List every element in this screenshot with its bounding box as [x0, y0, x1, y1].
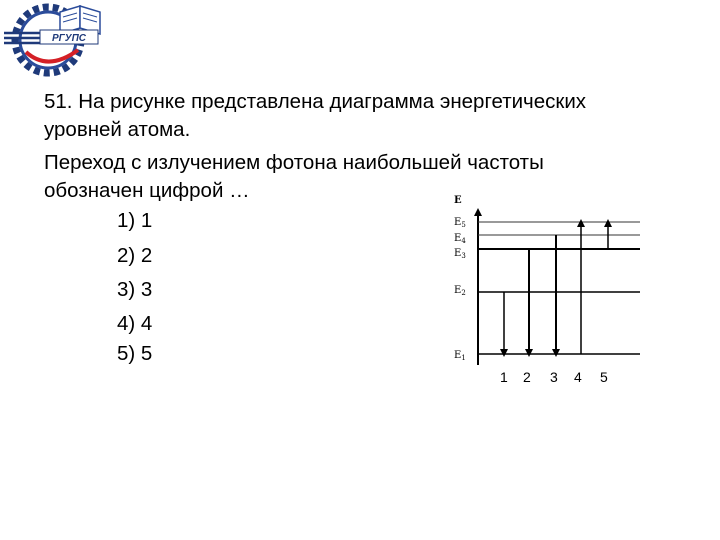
answer-option-2[interactable]: 2) 2 — [117, 244, 153, 267]
energy-axis-label: E — [454, 195, 462, 206]
question-line: Переход с излучением фотона наибольшей частоты — [44, 151, 544, 174]
answer-option-5[interactable]: 5) 5 — [117, 342, 153, 365]
svg-text:E2 — [454, 285, 466, 297]
level-sub: 2 — [461, 289, 466, 297]
svg-text:E5 — [454, 217, 466, 229]
transition-number-1: 1 — [500, 369, 508, 385]
svg-text:E3 — [454, 248, 466, 260]
level-sub: 3 — [461, 252, 466, 260]
answer-option-4[interactable]: 4) 4 — [117, 312, 153, 335]
level-sub: 4 — [461, 237, 466, 245]
question-paragraph-1 — [44, 88, 586, 144]
answer-option-1[interactable]: 1) 1 — [117, 209, 153, 232]
question-line: 51. На рисунке представлена диаграмма энергетических — [44, 90, 587, 113]
level-sub: 1 — [461, 354, 466, 362]
energy-level-4 — [454, 233, 640, 245]
transition-number-3: 3 — [550, 369, 558, 385]
level-label: E — [454, 217, 462, 228]
level-label: E — [454, 350, 462, 361]
question-line: обозначен цифрой … — [44, 179, 250, 202]
logo-text: РГУПС — [52, 33, 86, 44]
energy-level-diagram — [428, 190, 664, 402]
energy-level-2 — [454, 285, 640, 297]
svg-text:E1 — [454, 350, 466, 362]
level-label: E — [454, 233, 462, 244]
energy-level-5 — [454, 217, 640, 229]
transition-number-5: 5 — [600, 369, 608, 385]
svg-text:E4 — [454, 233, 466, 245]
university-logo-icon — [0, 0, 110, 84]
answer-option-3[interactable]: 3) 3 — [117, 278, 153, 301]
level-label: E — [454, 285, 462, 296]
question-line: уровней атома. — [44, 118, 191, 141]
transition-number-2: 2 — [523, 369, 531, 385]
energy-level-1 — [454, 350, 640, 362]
transition-number-4: 4 — [574, 369, 582, 385]
level-label: E — [454, 248, 462, 259]
energy-level-3 — [454, 248, 640, 260]
level-sub: 5 — [461, 221, 466, 229]
